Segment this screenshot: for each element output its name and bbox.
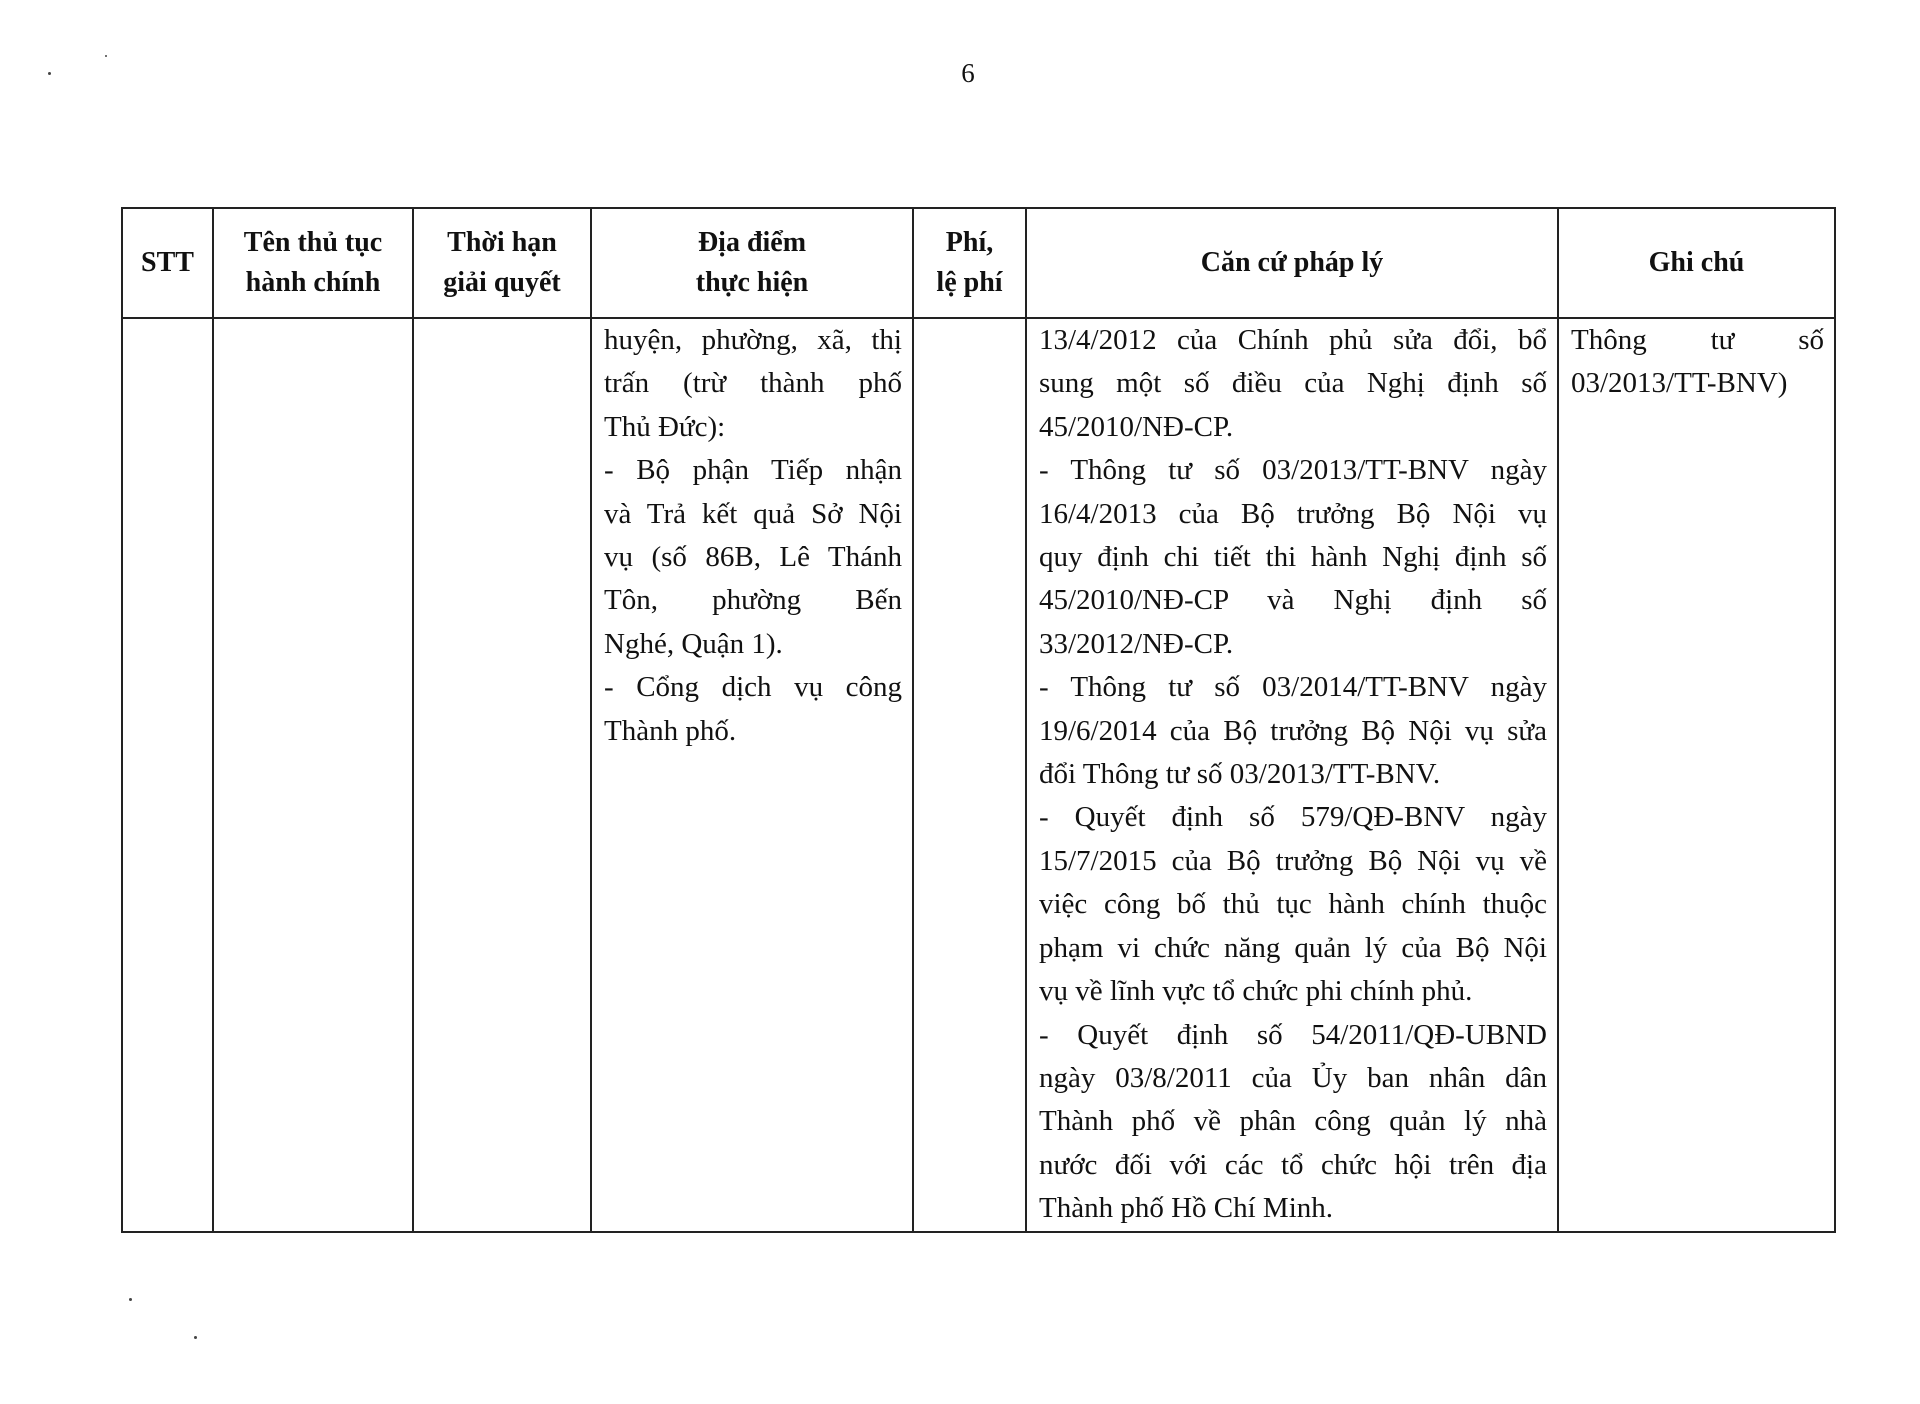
scan-speck: [194, 1336, 197, 1339]
legal-basis-line: vụ về lĩnh vực tổ chức phi chính phủ.: [1039, 975, 1473, 1008]
scan-speck: [48, 72, 51, 75]
legal-basis-line: 16/4/2013 của Bộ trưởng Bộ Nội vụ: [1039, 497, 1547, 530]
legal-basis-line: 19/6/2014 của Bộ trưởng Bộ Nội vụ sửa: [1039, 714, 1547, 747]
header-deadline: [413, 208, 591, 318]
header-location-line: thực hiện: [695, 267, 809, 298]
location-line: và Trả kết quả Sở Nội: [604, 497, 902, 530]
header-location-line: Địa điểm: [697, 227, 807, 258]
header-deadline-line: Thời hạn: [447, 227, 557, 258]
location-line: trấn (trừ thành phố: [604, 367, 902, 400]
legal-basis-line: - Thông tư số 03/2013/TT-BNV ngày: [1039, 454, 1547, 487]
header-procedure-name-line: hành chính: [245, 267, 381, 298]
cell-procedure-name: [213, 318, 413, 1232]
location-line: - Bộ phận Tiếp nhận: [604, 454, 902, 487]
legal-basis-line: nước đối với các tổ chức hội trên địa: [1039, 1148, 1547, 1181]
legal-basis-line: 13/4/2012 của Chính phủ sửa đổi, bổ: [1039, 324, 1547, 356]
table-row: [122, 318, 1835, 1232]
location-line: huyện, phường, xã, thị: [604, 324, 902, 356]
legal-basis-line: - Quyết định số 579/QĐ-BNV ngày: [1039, 801, 1547, 834]
location-line: Nghé, Quận 1).: [604, 627, 783, 660]
legal-basis-line: - Quyết định số 54/2011/QĐ-UBND: [1039, 1018, 1547, 1051]
legal-basis-line: 33/2012/NĐ-CP.: [1039, 627, 1234, 660]
legal-basis-line: đổi Thông tư số 03/2013/TT-BNV.: [1039, 758, 1441, 791]
legal-basis-line: quy định chi tiết thi hành Nghị định số: [1039, 541, 1547, 574]
legal-basis-line: Thành phố Hồ Chí Minh.: [1039, 1192, 1334, 1225]
legal-basis-line: 45/2010/NĐ-CP và Nghị định số: [1039, 584, 1547, 617]
cell-notes: [1558, 318, 1835, 1232]
location-line: Thủ Đức):: [604, 410, 726, 443]
cell-fee: [913, 318, 1026, 1232]
cell-stt: [122, 318, 213, 1232]
scan-speck: [105, 55, 107, 57]
header-procedure-name: [213, 208, 413, 318]
location-line: Thành phố.: [604, 714, 737, 747]
location-line: Tôn, phường Bến: [604, 584, 902, 617]
cell-location: [591, 318, 913, 1232]
header-fee-line: lệ phí: [936, 267, 1003, 298]
legal-basis-line: sung một số điều của Nghị định số: [1039, 367, 1547, 400]
legal-basis-line: ngày 03/8/2011 của Ủy ban nhân dân: [1039, 1061, 1547, 1094]
scan-speck: [129, 1298, 132, 1301]
header-notes: Ghi chú: [1558, 208, 1835, 318]
page-number: 6: [961, 58, 975, 88]
legal-basis-line: Thành phố về phân công quản lý nhà: [1039, 1105, 1547, 1138]
legal-basis-line: 15/7/2015 của Bộ trưởng Bộ Nội vụ về: [1039, 844, 1547, 877]
header-fee-line: Phí,: [945, 227, 994, 258]
cell-legal-basis: [1026, 318, 1558, 1232]
header-procedure-name-line: Tên thủ tục: [243, 227, 383, 258]
legal-basis-line: - Thông tư số 03/2014/TT-BNV ngày: [1039, 671, 1547, 704]
legal-basis-line: phạm vi chức năng quản lý của Bộ Nội: [1039, 931, 1547, 964]
notes-line: 03/2013/TT-BNV): [1571, 367, 1788, 400]
header-fee: [913, 208, 1026, 318]
header-legal-basis: Căn cứ pháp lý: [1026, 208, 1558, 318]
legal-basis-line: 45/2010/NĐ-CP.: [1039, 410, 1234, 443]
location-line: - Cổng dịch vụ công: [604, 671, 902, 704]
notes-line: Thông tư số: [1571, 324, 1824, 356]
cell-deadline: [413, 318, 591, 1232]
header-location: [591, 208, 913, 318]
header-deadline-line: giải quyết: [443, 267, 561, 298]
legal-basis-line: việc công bố thủ tục hành chính thuộc: [1039, 888, 1547, 921]
header-stt: STT: [122, 208, 213, 318]
procedure-table: [121, 207, 1836, 1233]
location-line: vụ (số 86B, Lê Thánh: [604, 541, 902, 574]
table-header-row: [122, 208, 1835, 318]
